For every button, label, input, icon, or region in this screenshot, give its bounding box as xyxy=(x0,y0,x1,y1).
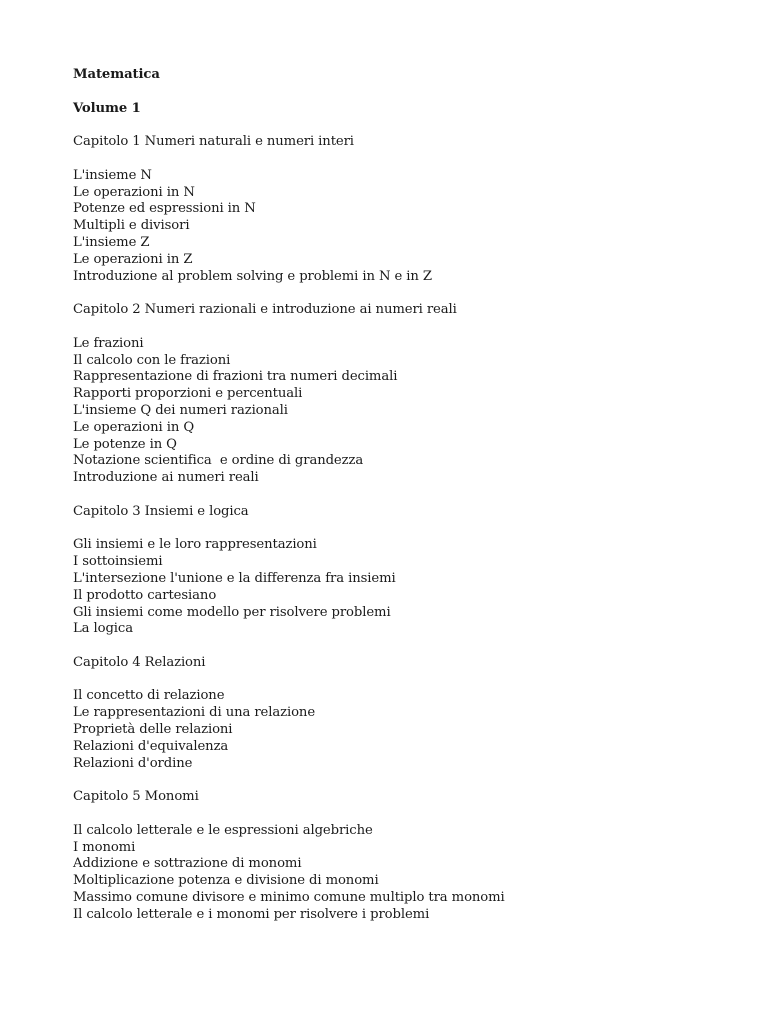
topic-item: I monomi xyxy=(73,839,136,855)
spacer xyxy=(73,672,733,689)
document-title: Matematica xyxy=(73,67,160,82)
chapter-section xyxy=(73,655,733,789)
topic-item: Proprietà delle relazioni xyxy=(73,722,233,738)
chapter-section xyxy=(73,302,733,504)
spacer xyxy=(73,151,733,168)
topic-item: La logica xyxy=(73,621,133,637)
chapter-heading: Capitolo 4 Relazioni xyxy=(73,654,206,670)
topic-item: Le frazioni xyxy=(73,335,144,351)
chapter-heading: Capitolo 3 Insiemi e logica xyxy=(73,503,249,519)
topic-item: Le operazioni in Q xyxy=(73,419,195,435)
topic-item: Potenze ed espressioni in N xyxy=(73,201,256,217)
topic-item: Il calcolo con le frazioni xyxy=(73,352,231,368)
spacer xyxy=(73,638,733,655)
topic-item: Gli insiemi come modello per risolvere problemi xyxy=(73,604,391,620)
topic-item: Notazione scientifica e ordine di grandezza xyxy=(73,453,364,469)
volume-heading: Volume 1 xyxy=(73,100,141,116)
topic-item: Massimo comune divisore e minimo comune multiplo tra monomi xyxy=(73,890,505,906)
topic-item: Introduzione al problem solving e problemi in N e in Z xyxy=(73,268,432,284)
chapter-heading: Capitolo 1 Numeri naturali e numeri interi xyxy=(73,134,354,150)
spacer xyxy=(73,84,733,101)
spacer xyxy=(73,117,733,134)
spacer xyxy=(73,319,733,336)
topic-item: Le potenze in Q xyxy=(73,436,177,452)
chapter-section xyxy=(73,504,733,655)
topic-item: Le operazioni in Z xyxy=(73,251,193,267)
topic-item: Relazioni d'equivalenza xyxy=(73,738,229,754)
topic-item: L'insieme Q dei numeri razionali xyxy=(73,402,288,418)
spacer xyxy=(73,521,733,538)
topic-item: Multipli e divisori xyxy=(73,218,190,234)
topic-item: Gli insiemi e le loro rappresentazioni xyxy=(73,537,317,553)
chapter-heading: Capitolo 5 Monomi xyxy=(73,789,199,805)
topic-item: L'intersezione l'unione e la differenza fra insiemi xyxy=(73,570,396,586)
spacer xyxy=(73,772,733,789)
topic-item: L'insieme N xyxy=(73,167,152,183)
chapter-section xyxy=(73,789,733,923)
topic-item: Le operazioni in N xyxy=(73,184,195,200)
topic-item: Il calcolo letterale e le espressioni algebriche xyxy=(73,822,373,838)
topic-item: I sottoinsiemi xyxy=(73,554,163,570)
chapter-section xyxy=(73,134,733,302)
topic-item: L'insieme Z xyxy=(73,234,150,250)
topic-item: Introduzione ai numeri reali xyxy=(73,470,259,486)
topic-item: Addizione e sottrazione di monomi xyxy=(73,856,302,872)
spacer xyxy=(73,285,733,302)
topic-item: Il concetto di relazione xyxy=(73,688,225,704)
chapter-heading: Capitolo 2 Numeri razionali e introduzione ai numeri reali xyxy=(73,302,457,318)
spacer xyxy=(73,806,733,823)
document-page xyxy=(73,67,733,924)
topic-item: Relazioni d'ordine xyxy=(73,755,193,771)
topic-item: Rapporti proporzioni e percentuali xyxy=(73,386,303,402)
spacer xyxy=(73,487,733,504)
topic-item: Moltiplicazione potenza e divisione di monomi xyxy=(73,873,379,889)
topic-item: Il calcolo letterale e i monomi per risolvere i problemi xyxy=(73,906,430,922)
topic-item: Rappresentazione di frazioni tra numeri decimali xyxy=(73,369,398,385)
topic-item: Le rappresentazioni di una relazione xyxy=(73,705,316,721)
topic-item: Il prodotto cartesiano xyxy=(73,587,217,603)
